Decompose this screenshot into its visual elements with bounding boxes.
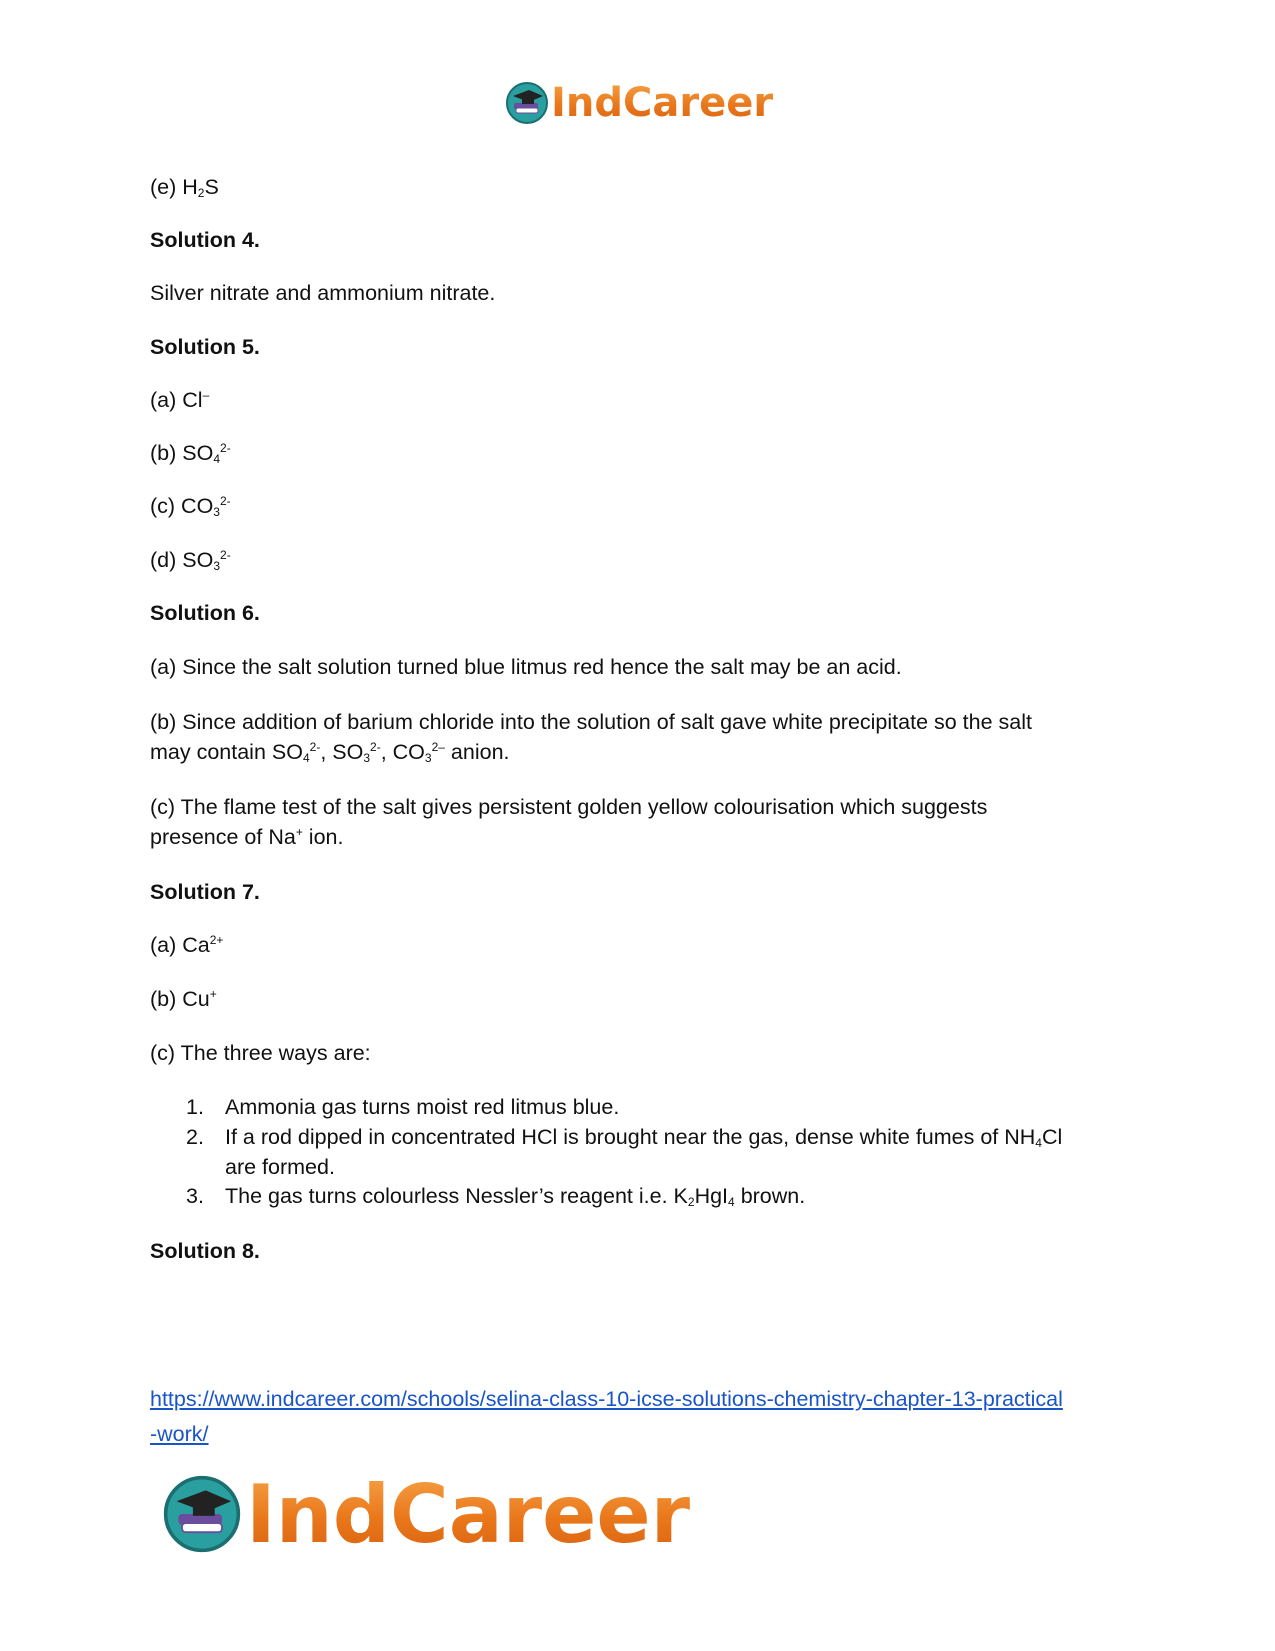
- solution-7-b: (b) Cu+: [150, 987, 217, 1011]
- list-item-2: If a rod dipped in concentrated HCl is brought near the gas, dense white fumes of $NH_4Cl$: [225, 1125, 1063, 1150]
- solution-5-b: (b) $SO_4^{2-}$: [150, 441, 231, 466]
- graduation-book-icon: [162, 1474, 242, 1554]
- header-logo: [505, 80, 773, 126]
- solution-5-heading: Solution 5.: [150, 335, 260, 359]
- solution-4-heading: Solution 4.: [150, 228, 260, 252]
- source-link-line2[interactable]: -work/: [150, 1422, 209, 1446]
- solution-6-a: (a) Since the salt solution turned blue litmus red hence the salt may be an acid.: [150, 655, 902, 679]
- solution-6-c-line2: presence of Na+ ion.: [150, 825, 344, 849]
- footer-logo: [162, 1467, 691, 1561]
- list-number-3: 3.: [186, 1184, 204, 1208]
- solution-6-b-line2: may contain $SO_4^{2-}$, $SO_3^{2-}$, $CO_3^{2-}$ anion.: [150, 740, 510, 765]
- solution-4-text: Silver nitrate and ammonium nitrate.: [150, 281, 496, 305]
- solution-5-c: (c) $CO_3^{2-}$: [150, 494, 231, 519]
- solution-8-heading: Solution 8.: [150, 1239, 260, 1263]
- solution-5-d: (d) $SO_3^{2-}$: [150, 548, 231, 573]
- solution-6-heading: Solution 6.: [150, 601, 260, 625]
- logo-wordmark: IndCareer: [246, 1467, 691, 1561]
- source-link-line1[interactable]: https://www.indcareer.com/schools/selina-class-10-icse-solutions-chemistry-chapter-13-practical: [150, 1387, 1063, 1411]
- solution-7-heading: Solution 7.: [150, 880, 260, 904]
- solution-5-a: (a) Cl–: [150, 388, 210, 412]
- list-number-2: 2.: [186, 1125, 204, 1149]
- solution-7-c: (c) The three ways are:: [150, 1041, 371, 1065]
- solution-6-c-line1: (c) The flame test of the salt gives persistent golden yellow colourisation which suggests: [150, 795, 988, 819]
- list-item-3: The gas turns colourless Nessler’s reagent i.e. $K_2HgI_4$ brown.: [225, 1184, 806, 1209]
- graduation-book-icon: [505, 81, 549, 125]
- solution-7-a: (a) $Ca^{2+}$: [150, 933, 224, 957]
- solution-6-b-line1: (b) Since addition of barium chloride into the solution of salt gave white precipitate so the salt: [150, 710, 1032, 734]
- list-item-1: Ammonia gas turns moist red litmus blue.: [225, 1095, 620, 1119]
- list-number-1: 1.: [186, 1095, 204, 1119]
- logo-wordmark: IndCareer: [551, 80, 774, 126]
- list-item-2-continued: are formed.: [225, 1155, 335, 1179]
- answer-e: (e) $H_2S$: [150, 175, 219, 200]
